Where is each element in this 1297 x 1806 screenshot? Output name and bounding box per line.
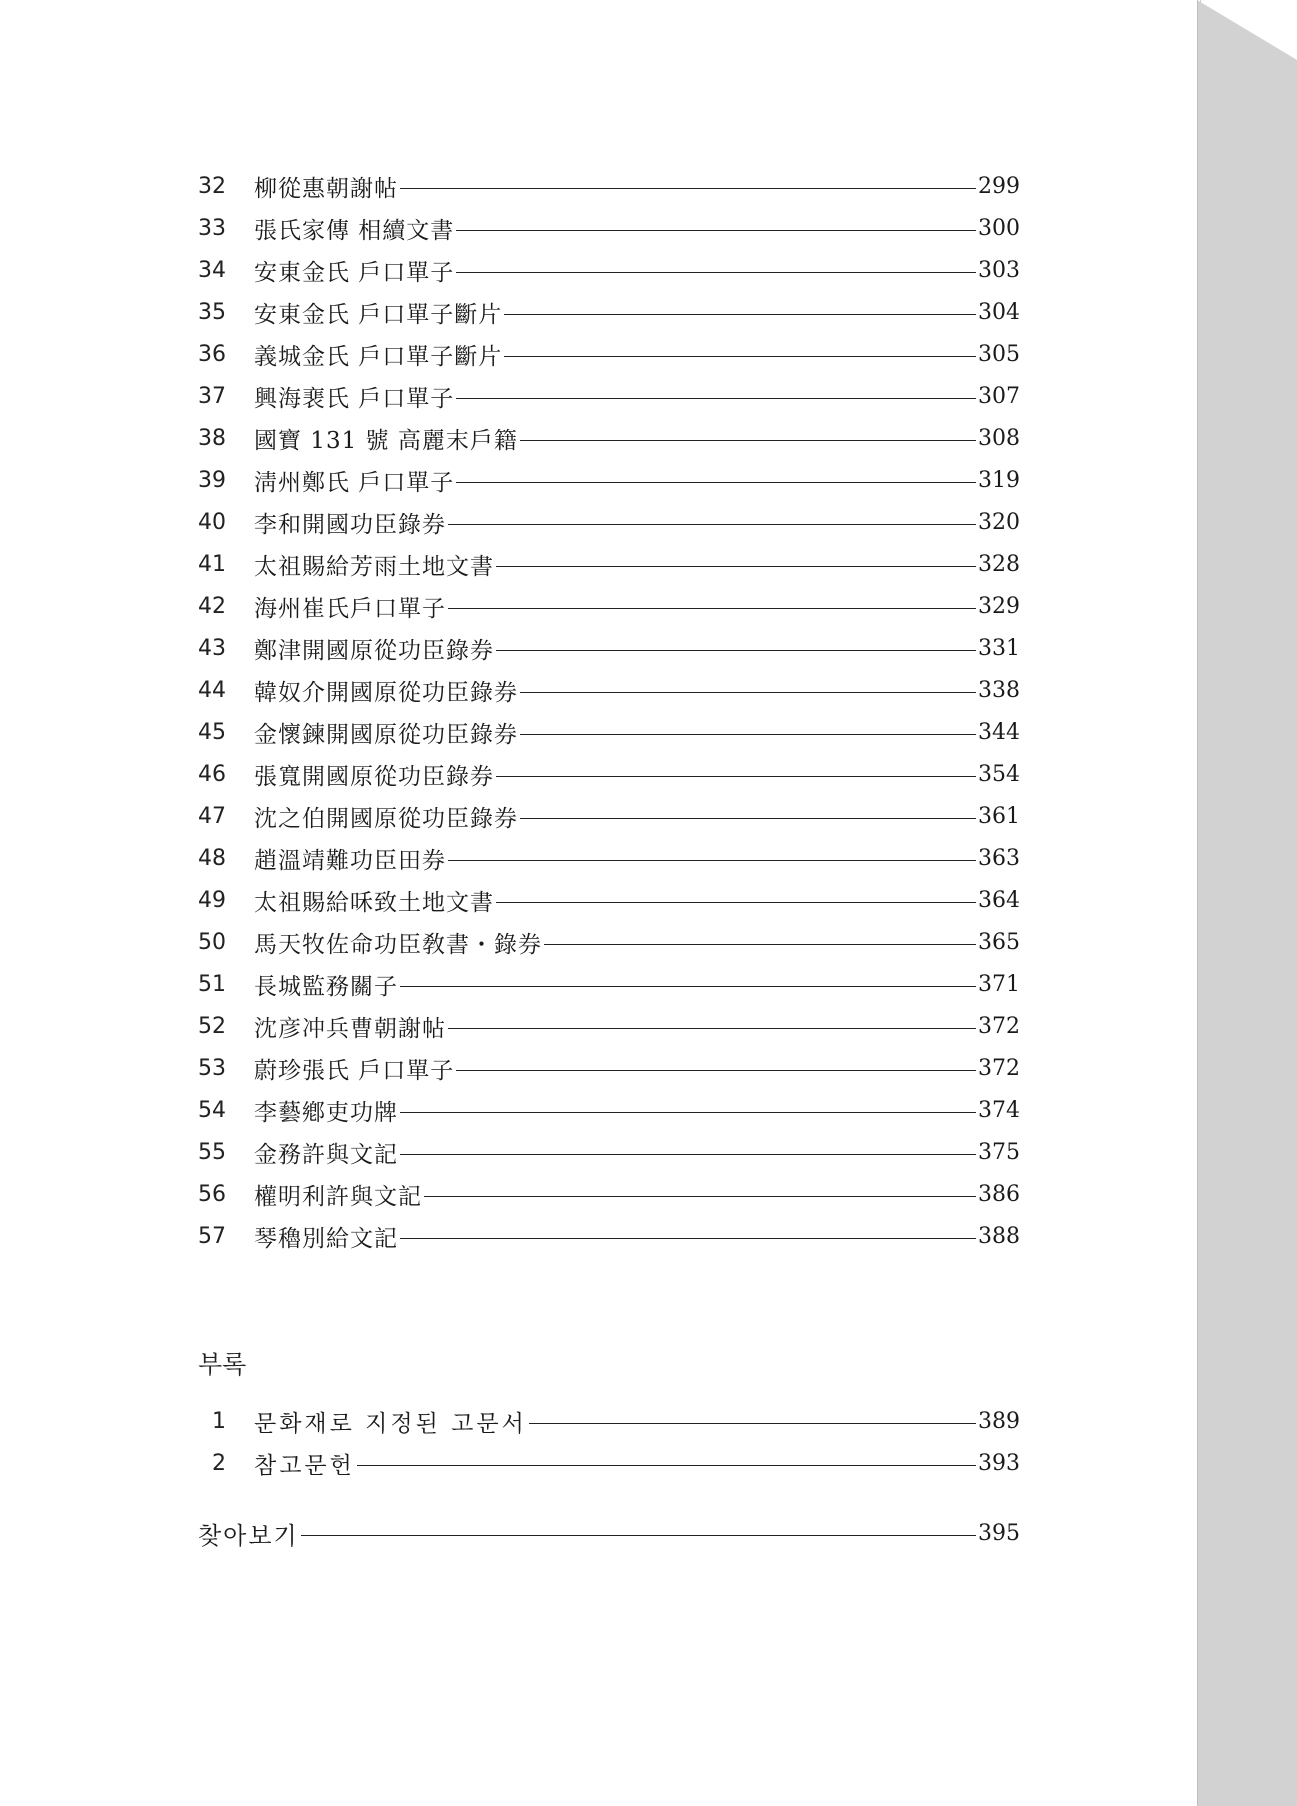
leader-line <box>400 986 976 987</box>
leader-line <box>544 944 976 945</box>
entry-title: 문화재로 지정된 고문서 <box>254 1410 527 1437</box>
leader-line <box>357 1465 976 1466</box>
leader-line <box>448 608 976 609</box>
entry-page: 393 <box>978 1450 1020 1476</box>
index-title: 찾아보기 <box>198 1521 299 1550</box>
entry-title: 金懷鍊開國原從功臣錄券 <box>254 721 518 748</box>
index-page: 395 <box>978 1520 1020 1546</box>
entry-title: 太祖賜給芳雨土地文書 <box>254 553 494 580</box>
leader-line <box>496 902 976 903</box>
toc-row[interactable] <box>198 585 1026 627</box>
entry-title: 李和開國功臣錄券 <box>254 511 446 538</box>
entry-page: 305 <box>978 341 1020 367</box>
entry-title: 金務許與文記 <box>254 1141 398 1168</box>
toc-list <box>198 165 1026 1257</box>
leader-line <box>448 860 976 861</box>
entry-page: 375 <box>978 1139 1020 1165</box>
entry-title: 참고문헌 <box>254 1452 355 1479</box>
entry-page: 388 <box>978 1223 1020 1249</box>
entry-number: 57 <box>198 1223 226 1249</box>
entry-number: 35 <box>198 299 226 325</box>
toc-row[interactable] <box>198 1005 1026 1047</box>
toc-row[interactable] <box>198 501 1026 543</box>
entry-page: 307 <box>978 383 1020 409</box>
leader-line <box>496 776 976 777</box>
entry-title: 義城金氏 戶口單子斷片 <box>254 343 503 370</box>
leader-line <box>496 650 976 651</box>
book-edge <box>1197 0 1297 1806</box>
entry-number: 43 <box>198 635 226 661</box>
appendix-row[interactable] <box>198 1400 1026 1442</box>
toc-row[interactable] <box>198 627 1026 669</box>
entry-number: 44 <box>198 677 226 703</box>
entry-page: 372 <box>978 1013 1020 1039</box>
toc-row[interactable] <box>198 417 1026 459</box>
entry-page: 338 <box>978 677 1020 703</box>
entry-page: 354 <box>978 761 1020 787</box>
toc-row[interactable] <box>198 711 1026 753</box>
entry-page: 303 <box>978 257 1020 283</box>
toc-row[interactable] <box>198 165 1026 207</box>
entry-page: 328 <box>978 551 1020 577</box>
entry-page: 320 <box>978 509 1020 535</box>
entry-title: 趙溫靖難功臣田券 <box>254 847 446 874</box>
leader-line <box>301 1535 976 1536</box>
leader-line <box>400 1154 976 1155</box>
entry-title: 韓奴介開國原從功臣錄券 <box>254 679 518 706</box>
toc-row[interactable] <box>198 543 1026 585</box>
entry-number: 33 <box>198 215 226 241</box>
entry-page: 363 <box>978 845 1020 871</box>
toc-row[interactable] <box>198 669 1026 711</box>
toc-row[interactable] <box>198 879 1026 921</box>
entry-title: 張氏家傳 相續文書 <box>254 217 455 244</box>
entry-title: 安東金氏 戶口單子 <box>254 259 455 286</box>
entry-page: 304 <box>978 299 1020 325</box>
entry-number: 56 <box>198 1181 226 1207</box>
leader-line <box>456 1070 976 1071</box>
entry-page: 389 <box>978 1408 1020 1434</box>
leader-line <box>520 818 976 819</box>
entry-title: 張寬開國原從功臣錄券 <box>254 763 494 790</box>
entry-page: 361 <box>978 803 1020 829</box>
entry-number: 48 <box>198 845 226 871</box>
entry-title: 淸州鄭氏 戶口單子 <box>254 469 455 496</box>
toc-row[interactable] <box>198 249 1026 291</box>
appendix-row[interactable] <box>198 1442 1026 1484</box>
leader-line <box>448 524 976 525</box>
entry-title: 李藝鄕吏功牌 <box>254 1099 398 1126</box>
toc-row[interactable] <box>198 207 1026 249</box>
toc-row[interactable] <box>198 1131 1026 1173</box>
entry-page: 386 <box>978 1181 1020 1207</box>
entry-number: 45 <box>198 719 226 745</box>
leader-line <box>448 1028 976 1029</box>
entry-title: 太祖賜給咊致土地文書 <box>254 889 494 916</box>
entry-page: 371 <box>978 971 1020 997</box>
entry-number: 50 <box>198 929 226 955</box>
entry-page: 372 <box>978 1055 1020 1081</box>
entry-title: 興海裵氏 戶口單子 <box>254 385 455 412</box>
leader-line <box>424 1196 976 1197</box>
leader-line <box>456 230 976 231</box>
entry-page: 319 <box>978 467 1020 493</box>
entry-page: 300 <box>978 215 1020 241</box>
appendix-list <box>198 1400 1026 1484</box>
toc-row[interactable] <box>198 921 1026 963</box>
entry-title: 蔚珍張氏 戶口單子 <box>254 1057 455 1084</box>
entry-title: 琴穭別給文記 <box>254 1225 398 1252</box>
entry-number: 2 <box>212 1450 226 1476</box>
entry-number: 37 <box>198 383 226 409</box>
entry-number: 52 <box>198 1013 226 1039</box>
leader-line <box>520 440 976 441</box>
leader-line <box>400 1238 976 1239</box>
entry-title: 鄭津開國原從功臣錄券 <box>254 637 494 664</box>
entry-title: 沈彦冲兵曹朝謝帖 <box>254 1015 446 1042</box>
entry-number: 38 <box>198 425 226 451</box>
entry-page: 329 <box>978 593 1020 619</box>
leader-line <box>456 482 976 483</box>
leader-line <box>520 692 976 693</box>
leader-line <box>504 314 976 315</box>
entry-page: 364 <box>978 887 1020 913</box>
index-entry[interactable] <box>198 1512 1026 1554</box>
toc-row[interactable] <box>198 1215 1026 1257</box>
entry-title: 柳從惠朝謝帖 <box>254 175 398 202</box>
leader-line <box>520 734 976 735</box>
entry-title: 海州崔氏戶口單子 <box>254 595 446 622</box>
leader-line <box>456 398 976 399</box>
entry-number: 1 <box>212 1408 226 1434</box>
toc-row[interactable] <box>198 1173 1026 1215</box>
entry-number: 54 <box>198 1097 226 1123</box>
entry-number: 47 <box>198 803 226 829</box>
entry-number: 32 <box>198 173 226 199</box>
entry-number: 34 <box>198 257 226 283</box>
entry-title: 長城監務關子 <box>254 973 398 1000</box>
entry-number: 53 <box>198 1055 226 1081</box>
entry-number: 46 <box>198 761 226 787</box>
leader-line <box>456 272 976 273</box>
entry-page: 299 <box>978 173 1020 199</box>
entry-number: 39 <box>198 467 226 493</box>
toc-row[interactable] <box>198 753 1026 795</box>
leader-line <box>400 1112 976 1113</box>
entry-page: 308 <box>978 425 1020 451</box>
toc-row[interactable] <box>198 375 1026 417</box>
entry-number: 36 <box>198 341 226 367</box>
toc-row[interactable] <box>198 837 1026 879</box>
entry-page: 374 <box>978 1097 1020 1123</box>
toc-row[interactable] <box>198 1089 1026 1131</box>
toc-row[interactable] <box>198 291 1026 333</box>
entry-number: 51 <box>198 971 226 997</box>
entry-number: 55 <box>198 1139 226 1165</box>
leader-line <box>529 1423 976 1424</box>
toc-row[interactable] <box>198 1047 1026 1089</box>
toc-row[interactable] <box>198 795 1026 837</box>
toc-row[interactable] <box>198 333 1026 375</box>
entry-title: 沈之伯開國原從功臣錄券 <box>254 805 518 832</box>
entry-title: 馬天牧佐命功臣敎書・錄券 <box>254 931 542 958</box>
leader-line <box>496 566 976 567</box>
entry-number: 42 <box>198 593 226 619</box>
entry-number: 40 <box>198 509 226 535</box>
entry-page: 344 <box>978 719 1020 745</box>
index-row[interactable] <box>198 1512 1026 1554</box>
leader-line <box>400 188 976 189</box>
entry-title: 權明利許與文記 <box>254 1183 422 1210</box>
entry-number: 41 <box>198 551 226 577</box>
entry-title: 安東金氏 戶口單子斷片 <box>254 301 503 328</box>
leader-line <box>504 356 976 357</box>
entry-page: 365 <box>978 929 1020 955</box>
toc-row[interactable] <box>198 963 1026 1005</box>
entry-number: 49 <box>198 887 226 913</box>
entry-title: 國寶 131 號 高麗末戶籍 <box>254 427 518 454</box>
entry-page: 331 <box>978 635 1020 661</box>
toc-row[interactable] <box>198 459 1026 501</box>
appendix-heading: 부록 <box>198 1350 247 1379</box>
